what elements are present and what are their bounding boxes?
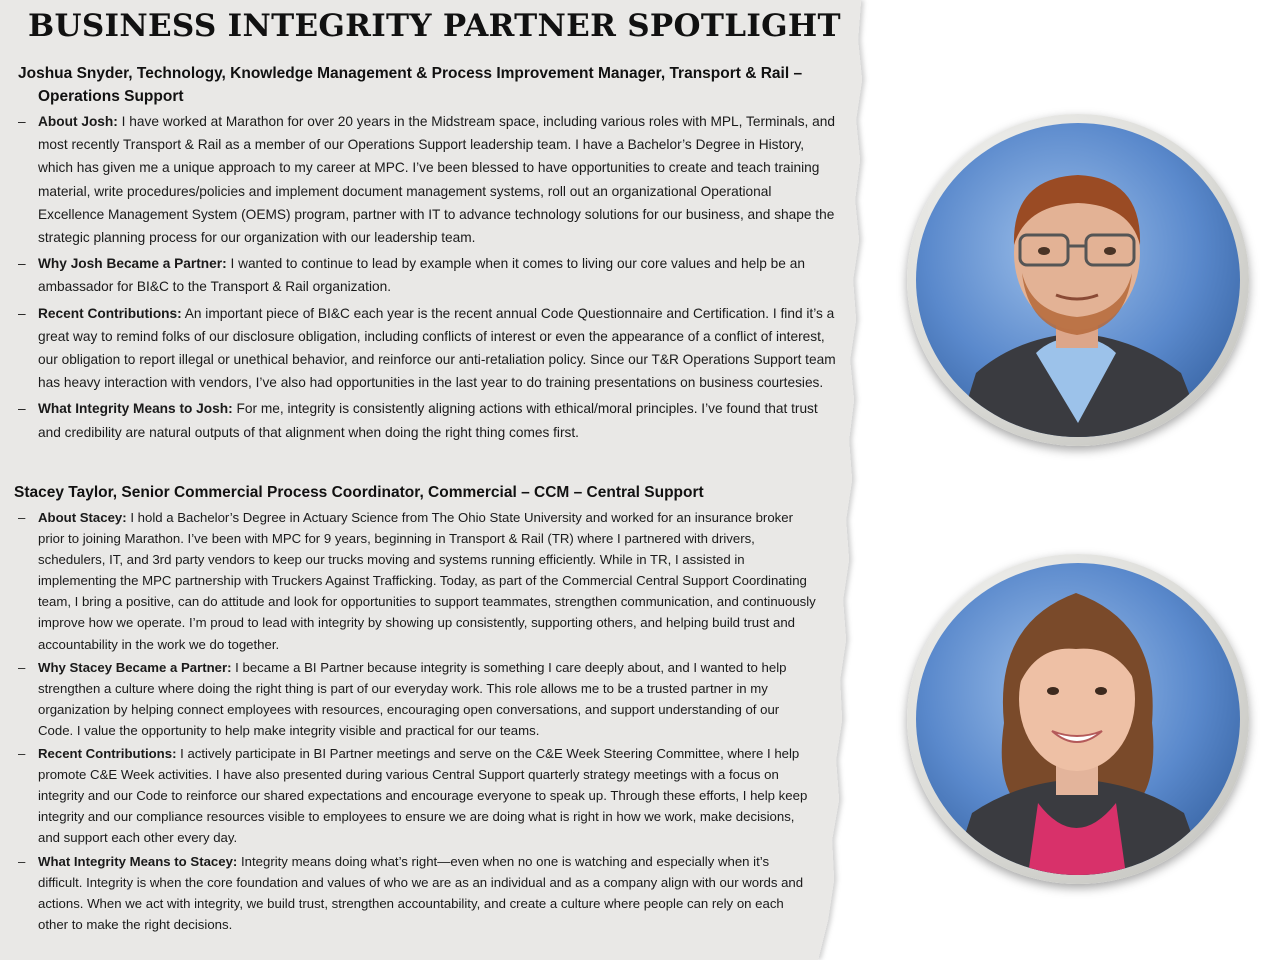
- portrait-woman-illustration: [916, 563, 1240, 875]
- bullet-label: About Stacey:: [38, 510, 127, 525]
- dash-marker: –: [18, 746, 26, 762]
- partner-heading-line: Stacey Taylor, Senior Commercial Process Coordinator, Commercial – CCM – Central Support: [14, 484, 704, 501]
- bullet-about: [14, 507, 816, 655]
- bullet-label: What Integrity Means to Josh:: [38, 401, 233, 417]
- bullet-text: I hold a Bachelor’s Degree in Actuary Science from The Ohio State University and worked for an insurance broker prior to joining Marathon. I’ve been with MPC for 9 years, beginning in Transport & Rail (TR) where I partnered with drivers, schedulers, IT, and 3rd party vendors to keep our trucks moving and systems running efficiently. While in TR, I assisted in implementing the MPC partnership with Truckers Against Trafficking. Today, as part of the Commercial Central Support Coordinating team, I bring a positive, can do attitude and look for opportunities to support teammates, strengthen communication, and continuously improve how we operate. I’m proud to lead with integrity by showing up consistently, supporting others, and helping build trust and accountability in the work we do together.: [38, 510, 816, 652]
- bullet-integrity: [14, 851, 816, 935]
- dash-marker: –: [18, 853, 26, 869]
- bullet-label: Recent Contributions:: [38, 305, 182, 321]
- bullet-label: Why Josh Became a Partner:: [38, 256, 227, 272]
- partner-heading-line: Joshua Snyder, Technology, Knowledge Management & Process Improvement Manager, Transport & Rail –: [18, 65, 803, 82]
- partner-heading-joshua: [18, 62, 848, 108]
- bullet-text: I became a BI Partner because integrity is something I care deeply about, and I wanted to help strengthen a culture where doing the right thing is part of our everyday work. This role allows me to be a trusted partner in my organization by helping connect employees with resources, encouraging open conversations, and support understanding of our Code. I value the opportunity to help make integrity visible and practical for our teams.: [38, 659, 787, 738]
- bullet-text: For me, integrity is consistently aligning actions with ethical/moral principles. I’ve found that trust and credibility are natural outputs of that alignment when doing the right thing comes first.: [38, 401, 818, 440]
- bullet-text: An important piece of BI&C each year is the recent annual Code Questionnaire and Certification. I find it’s a great way to remind folks of our disclosure obligation, including conflicts of interest or even the appearance of a conflict of interest, our obligation to report illegal or unethical behavior, and reinforce our anti-retaliation policy. Since our T&R Operations Support team has heavy interaction with vendors, I’ve also had opportunities in the last year to do training presentations on business courtesies.: [38, 305, 836, 391]
- partner-heading-stacey: [14, 481, 844, 504]
- dash-marker: –: [18, 305, 26, 321]
- bullet-label: Why Stacey Became a Partner:: [38, 659, 232, 675]
- bullet-text: I have worked at Marathon for over 20 years in the Midstream space, including various roles with MPL, Terminals, and most recently Transport & Rail as a member of our Operations Support leadership team. I have a Bachelor’s Degree in History, which has given me a unique approach to my career at MPC. I’ve been blessed to have opportunities to create and teach training material, write procedures/policies and implement document management systems, roll out an organizational Operational Excellence Management System (OEMS) program, partner with IT to advance technology solutions for our business, and shape the strategic planning process for our organization with our leadership team.: [38, 114, 835, 246]
- portrait-man-illustration: [916, 123, 1240, 437]
- partner-bullets-joshua: [14, 110, 840, 447]
- bullet-text: Integrity means doing what’s right—even when no one is watching and especially when it’s difficult. Integrity is when the core foundation and values of who we are as an individual and as a company align with our words and actions. When we act with integrity, we build trust, strengthen accountability, and create a culture where people can rely on each other to make the right decisions.: [38, 853, 804, 932]
- bullet-label: About Josh:: [38, 114, 118, 129]
- portrait-man-photo: [907, 114, 1249, 446]
- bullet-integrity: [14, 397, 840, 443]
- bullet-contributions: [14, 302, 840, 395]
- bullet-about: [14, 110, 840, 249]
- portrait-woman-photo: [907, 554, 1249, 884]
- bullet-text: I wanted to continue to lead by example when it comes to living our core values and help be an ambassador for BI&C to the Transport & Rail organization.: [38, 256, 805, 295]
- partner-heading-line: Operations Support: [38, 88, 184, 105]
- bullet-label: Recent Contributions:: [38, 746, 177, 762]
- bullet-why: [14, 252, 840, 298]
- dash-marker: –: [18, 659, 26, 675]
- dash-marker: –: [18, 114, 26, 129]
- dash-marker: –: [18, 401, 26, 417]
- bullet-text: I actively participate in BI Partner meetings and serve on the C&E Week Steering Committee, where I help promote C&E Week activities. I have also presented during various Central Support quarterly strategy meetings with a focus on integrity and our Code to reinforce our shared expectations and encourage everyone to speak up. Through these efforts, I help keep integrity and our compliance resources visible to employees to ensure we are doing what is right in how we work, make decisions, and support each other every day.: [38, 746, 808, 846]
- page-title: BUSINESS INTEGRITY PARTNER SPOTLIGHT: [28, 8, 841, 44]
- bullet-contributions: [14, 743, 816, 848]
- bullet-why: [14, 657, 816, 741]
- partner-bullets-stacey: [14, 507, 816, 937]
- dash-marker: –: [18, 256, 26, 272]
- dash-marker: –: [18, 510, 26, 525]
- bullet-label: What Integrity Means to Stacey:: [38, 853, 238, 869]
